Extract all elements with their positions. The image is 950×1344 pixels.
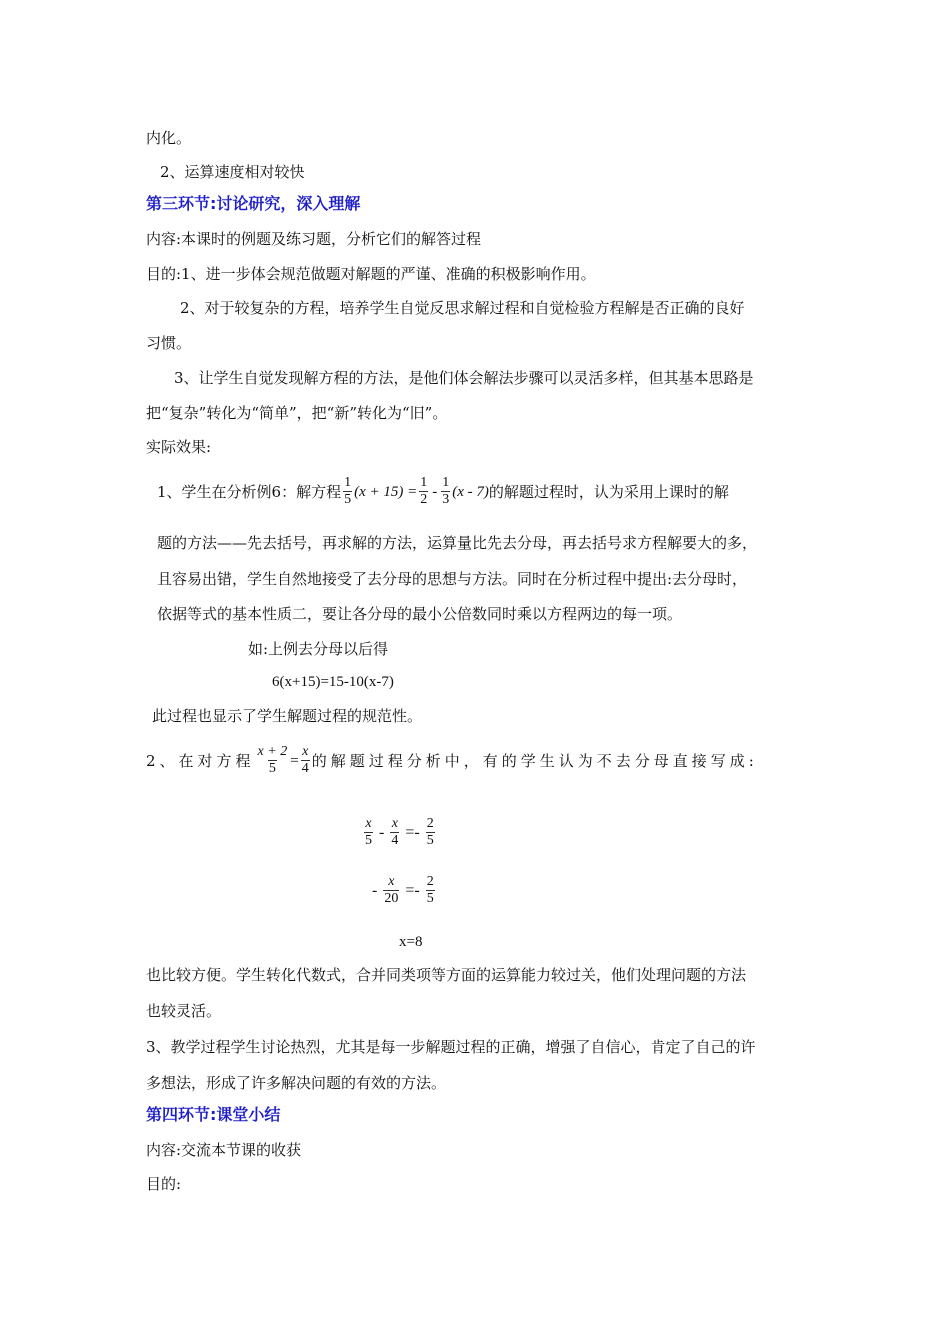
text-segment: 2、在对方程 <box>146 751 255 770</box>
denominator: 5 <box>268 761 276 776</box>
text-line: 多想法，形成了许多解决问题的有效的方法。 <box>146 1074 447 1092</box>
text-line: 3、教学过程学生讨论热烈，尤其是每一步解题过程的正确，增强了自信心，肯定了自己的许 <box>146 1038 756 1056</box>
text-line: 且容易出错，学生自然地接受了去分母的思想与方法。同时在分析过程中提出:去分母时， <box>157 570 748 588</box>
text-segment: 的解题过程分析中，有的学生认为不去分母直接写成: <box>311 751 758 770</box>
numerator: 1 <box>442 475 450 490</box>
equation-example-6 <box>341 475 489 508</box>
text-line: 把“复杂”转化为“简单”，把“新”转化为“旧”。 <box>146 404 448 422</box>
text-line: 也较灵活。 <box>146 1002 222 1020</box>
denominator: 3 <box>442 492 450 507</box>
math-operator: =- <box>405 823 420 841</box>
fraction <box>419 475 428 508</box>
section-heading-4: 第四环节:课堂小结 <box>146 1105 281 1124</box>
denominator: 5 <box>426 891 434 906</box>
math-operator: =- <box>405 881 420 899</box>
text-line: 如:上例去分母以后得 <box>248 640 389 658</box>
math-operator: - <box>432 483 438 500</box>
fraction <box>390 816 399 849</box>
text-line: 2、对于较复杂的方程，培养学生自觉反思求解过程和自觉检验方程解是否正确的良好 <box>180 299 745 317</box>
math-operator: - <box>379 823 385 841</box>
numerator: 1 <box>344 475 352 490</box>
text-line: 目的:1、进一步体会规范做题对解题的严谨、准确的积极影响作用。 <box>146 265 596 283</box>
text-segment: 1、学生在分析例6：解方程 <box>157 482 342 501</box>
numerator: 2 <box>426 816 434 831</box>
denominator: 5 <box>426 833 434 848</box>
text-line: 内化。 <box>146 129 192 147</box>
numerator: 2 <box>426 874 434 889</box>
equation-result: x=8 <box>399 934 423 950</box>
fraction <box>364 816 373 849</box>
fraction <box>441 475 450 508</box>
equation-2 <box>255 744 312 777</box>
text-line: 内容:本课时的例题及练习题，分析它们的解答过程 <box>146 230 482 248</box>
denominator: 5 <box>344 492 352 507</box>
section-heading-3: 第三环节:讨论研究，深入理解 <box>146 194 361 213</box>
equation-step-2 <box>368 874 437 907</box>
math-term: (x - 7) <box>452 483 489 500</box>
fraction <box>301 744 310 777</box>
denominator: 20 <box>384 891 399 906</box>
text-line: 依据等式的基本性质二，要让各分母的最小公倍数同时乘以方程两边的每一项。 <box>157 605 683 623</box>
numerator: 1 <box>420 475 428 490</box>
fraction <box>383 874 399 907</box>
text-line: 题的方法——先去括号，再求解的方法，运算量比先去分母，再去括号求方程解要大的多， <box>157 534 758 552</box>
denominator: 4 <box>301 761 309 776</box>
text-line: 此过程也显示了学生解题过程的规范性。 <box>152 707 423 725</box>
equation-step-1 <box>362 816 437 849</box>
fraction <box>343 475 352 508</box>
numerator: x <box>302 744 309 759</box>
math-operator: = <box>290 752 299 769</box>
numerator: x <box>388 874 395 889</box>
numerator: x <box>391 816 398 831</box>
text-line-with-equation <box>157 475 729 508</box>
text-line: 2、运算速度相对较快 <box>160 163 305 181</box>
fraction <box>257 744 289 777</box>
text-line: 习惯。 <box>146 334 192 352</box>
denominator: 5 <box>365 833 372 848</box>
text-line: 实际效果: <box>146 438 212 456</box>
numerator: x + 2 <box>257 744 288 759</box>
fraction <box>426 816 435 849</box>
math-operator: - <box>372 881 378 899</box>
math-term: (x + 15) = <box>354 483 418 500</box>
denominator: 4 <box>391 833 399 848</box>
text-line: 内容:交流本节课的收获 <box>146 1141 302 1159</box>
fraction <box>426 874 435 907</box>
text-line-with-equation <box>146 744 758 777</box>
text-line: 也比较方便。学生转化代数式，合并同类项等方面的运算能力较过关，他们处理问题的方法 <box>146 966 747 984</box>
text-segment: 的解题过程时，认为采用上课时的解 <box>488 482 729 501</box>
text-line: 3、让学生自觉发现解方程的方法，是他们体会解法步骤可以灵活多样，但其基本思路是 <box>174 369 754 387</box>
equation-line: 6(x+15)=15-10(x-7) <box>272 674 394 690</box>
numerator: x <box>365 816 372 831</box>
text-line: 目的: <box>146 1175 182 1193</box>
denominator: 2 <box>420 492 428 507</box>
